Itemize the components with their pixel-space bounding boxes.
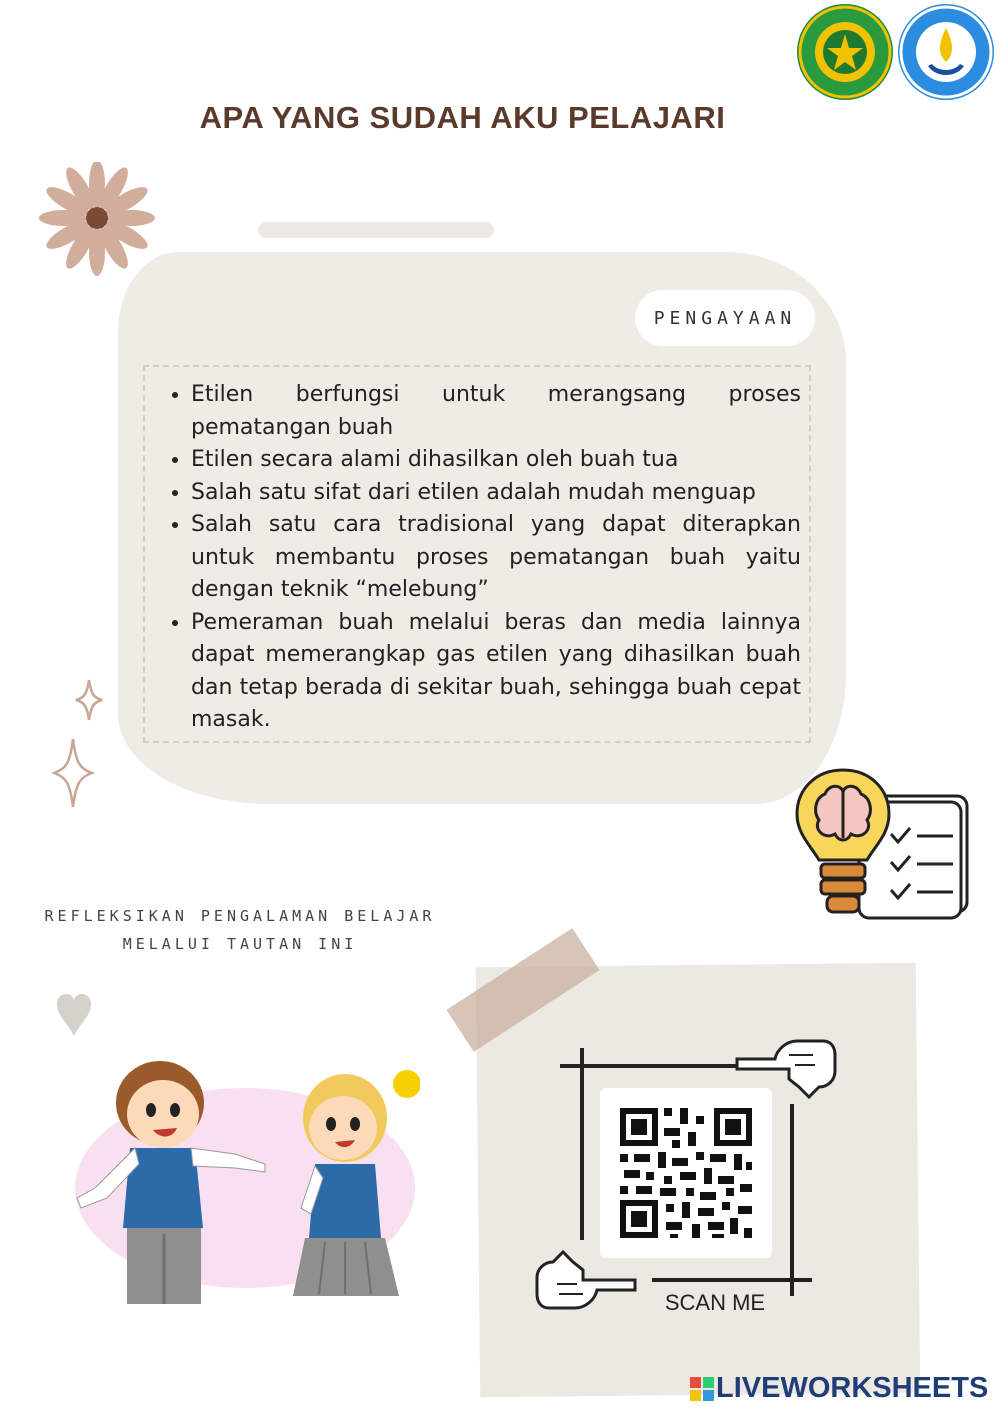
enrichment-list-box bbox=[143, 365, 811, 743]
flower-decoration bbox=[35, 162, 159, 278]
reflection-line-2: MELALUI TAUTAN INI bbox=[122, 935, 358, 953]
qr-code-container[interactable] bbox=[600, 1088, 772, 1258]
universitas-muhammadiyah-bengkulu-logo bbox=[797, 4, 893, 100]
liveworksheets-icon bbox=[690, 1377, 714, 1401]
sparkle-icon bbox=[52, 737, 94, 809]
lightbulb-checklist-icon bbox=[795, 768, 971, 930]
liveworksheets-logo[interactable] bbox=[690, 1372, 988, 1405]
scan-me-label: SCAN ME bbox=[664, 1290, 766, 1315]
tut-wuri-handayani-logo bbox=[898, 4, 994, 100]
students-illustration bbox=[75, 1048, 420, 1306]
brand-name: LIVEWORKSHEETS bbox=[716, 1372, 989, 1404]
list-item: • Etilen secara alami dihasilkan oleh buah tua bbox=[191, 444, 801, 477]
page-title: APA YANG SUDAH AKU PELAJARI bbox=[199, 100, 726, 135]
decorative-bar bbox=[258, 222, 494, 238]
list-item: • Pemeraman buah melalui beras dan media lainnya dapat memerangkap gas etilen yang dihasilkan buah dan tetap berada di sekitar buah, sehingga buah cepat masak. bbox=[191, 607, 801, 737]
reflection-line-1: REFLEKSIKAN PENGALAMAN BELAJAR bbox=[44, 907, 436, 925]
heart-icon bbox=[55, 992, 93, 1038]
reflection-text bbox=[20, 902, 460, 958]
list-item: • Salah satu cara tradisional yang dapat diterapkan untuk membantu proses pematangan buah yaitu dengan teknik “melebung” bbox=[191, 509, 801, 607]
qr-code[interactable] bbox=[600, 1088, 772, 1258]
enrichment-list bbox=[145, 367, 809, 737]
section-tag: PENGAYAAN bbox=[635, 290, 815, 346]
sparkle-icon bbox=[74, 678, 104, 722]
list-item: • Etilen berfungsi untuk merangsang proses pematangan buah bbox=[191, 379, 801, 444]
list-item: • Salah satu sifat dari etilen adalah mudah menguap bbox=[191, 477, 801, 510]
